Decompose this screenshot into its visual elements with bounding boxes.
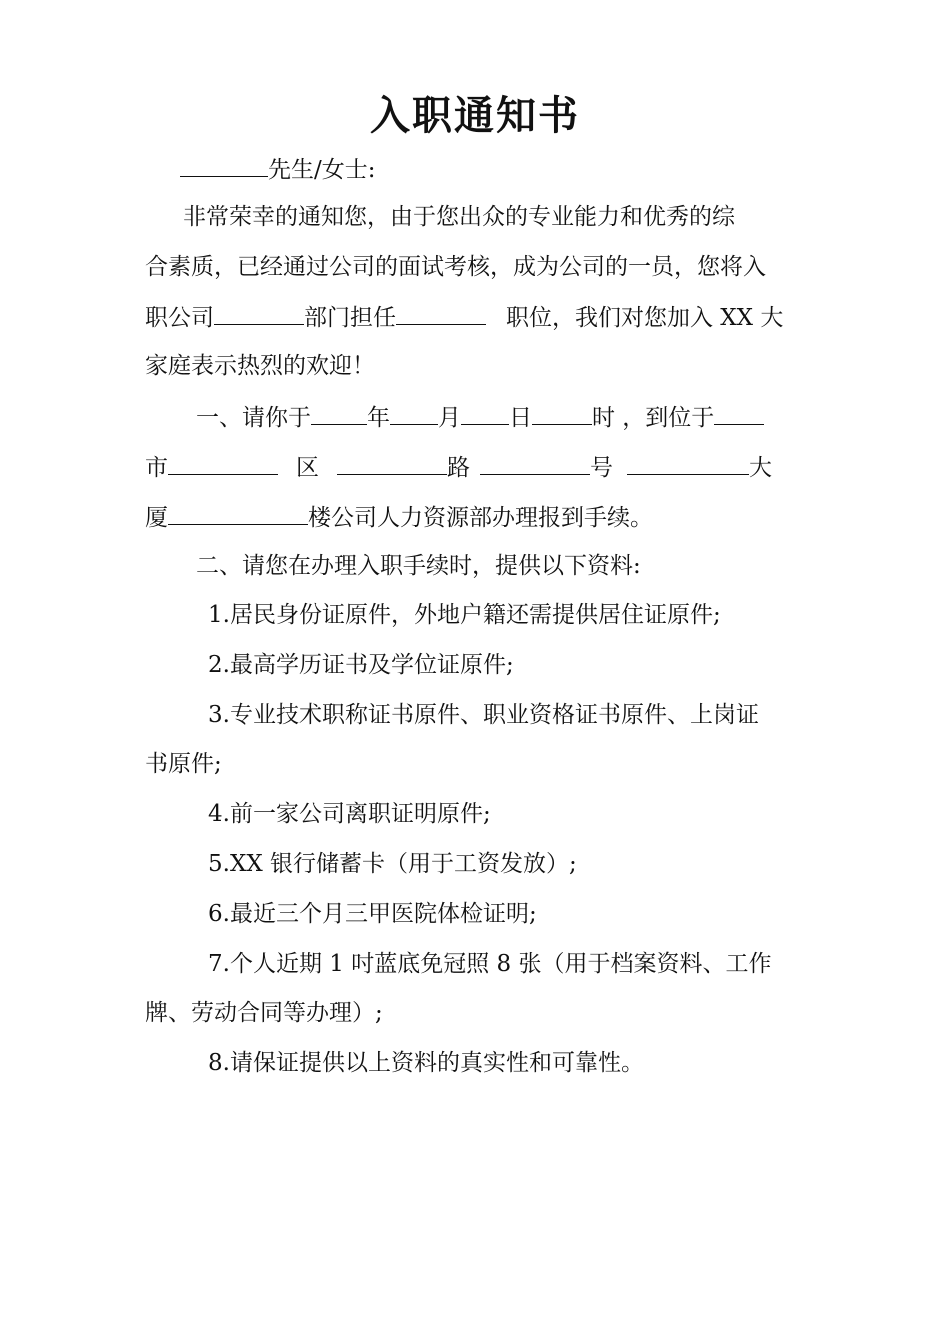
salutation-text: 先生/女士: (268, 157, 376, 183)
district-blank[interactable] (337, 450, 447, 475)
month-blank[interactable] (390, 400, 438, 425)
day-label: 日 (509, 405, 532, 431)
material-item-5: 5.XX 银行储蓄卡（用于工资发放）; (208, 851, 577, 877)
paragraph2-line2 (145, 450, 805, 484)
road-label: 路 (447, 455, 470, 481)
report-suffix: 楼公司人力资源部办理报到手续。 (308, 505, 653, 531)
hour-label: 时 ，到位于 (592, 405, 715, 431)
paragraph1-line3 (145, 300, 815, 334)
paragraph1-line3-a: 职公司 (145, 305, 214, 331)
paragraph1-line4: 家庭表示热烈的欢迎！ (145, 353, 375, 379)
paragraph2-line3 (145, 500, 815, 534)
date-prefix: 一、请你于 (196, 405, 311, 431)
material-item-3-cont: 书原件; (145, 751, 222, 777)
road-blank[interactable] (480, 450, 590, 475)
city-label: 市 (145, 455, 168, 481)
paragraph2-line1 (196, 400, 808, 434)
city-blank[interactable] (168, 450, 278, 475)
name-blank[interactable] (180, 152, 268, 177)
floor-blank[interactable] (168, 500, 308, 525)
document-title: 入职通知书 (370, 92, 580, 139)
material-item-3: 3.专业技术职称证书原件、职业资格证书原件、上岗证 (208, 702, 759, 728)
hour-blank[interactable] (532, 400, 592, 425)
year-blank[interactable] (311, 400, 367, 425)
material-item-8: 8.请保证提供以上资料的真实性和可靠性。 (208, 1050, 644, 1076)
position-blank[interactable] (396, 300, 486, 325)
building-label: 大 (749, 455, 772, 481)
material-item-7: 7.个人近期 1 吋蓝底免冠照 8 张（用于档案资料、工作 (208, 951, 772, 977)
paragraph1-line3-b: 部门担任 (304, 305, 396, 331)
number-label: 号 (590, 455, 613, 481)
paragraph1-line2: 合素质，已经通过公司的面试考核，成为公司的一员，您将入 (145, 254, 766, 280)
paragraph1-line3-c: 职位，我们对您加入 XX 大 (506, 305, 784, 331)
material-item-1: 1.居民身份证原件，外地户籍还需提供居住证原件; (208, 602, 721, 628)
materials-heading: 二、请您在办理入职手续时，提供以下资料: (196, 553, 641, 579)
year-label: 年 (367, 405, 390, 431)
district-label: 区 (296, 455, 319, 481)
material-item-4: 4.前一家公司离职证明原件; (208, 801, 491, 827)
paragraph1-line1: 非常荣幸的通知您，由于您出众的专业能力和优秀的综 (183, 204, 735, 230)
address-blank-1[interactable] (714, 400, 764, 425)
material-item-6: 6.最近三个月三甲医院体检证明; (208, 901, 537, 927)
salutation-line (180, 152, 850, 186)
day-blank[interactable] (461, 400, 509, 425)
building-blank[interactable] (627, 450, 749, 475)
building-label-2: 厦 (145, 505, 168, 531)
month-label: 月 (438, 405, 461, 431)
department-blank[interactable] (214, 300, 304, 325)
material-item-7-cont: 牌、劳动合同等办理）; (145, 1000, 383, 1026)
material-item-2: 2.最高学历证书及学位证原件; (208, 652, 514, 678)
